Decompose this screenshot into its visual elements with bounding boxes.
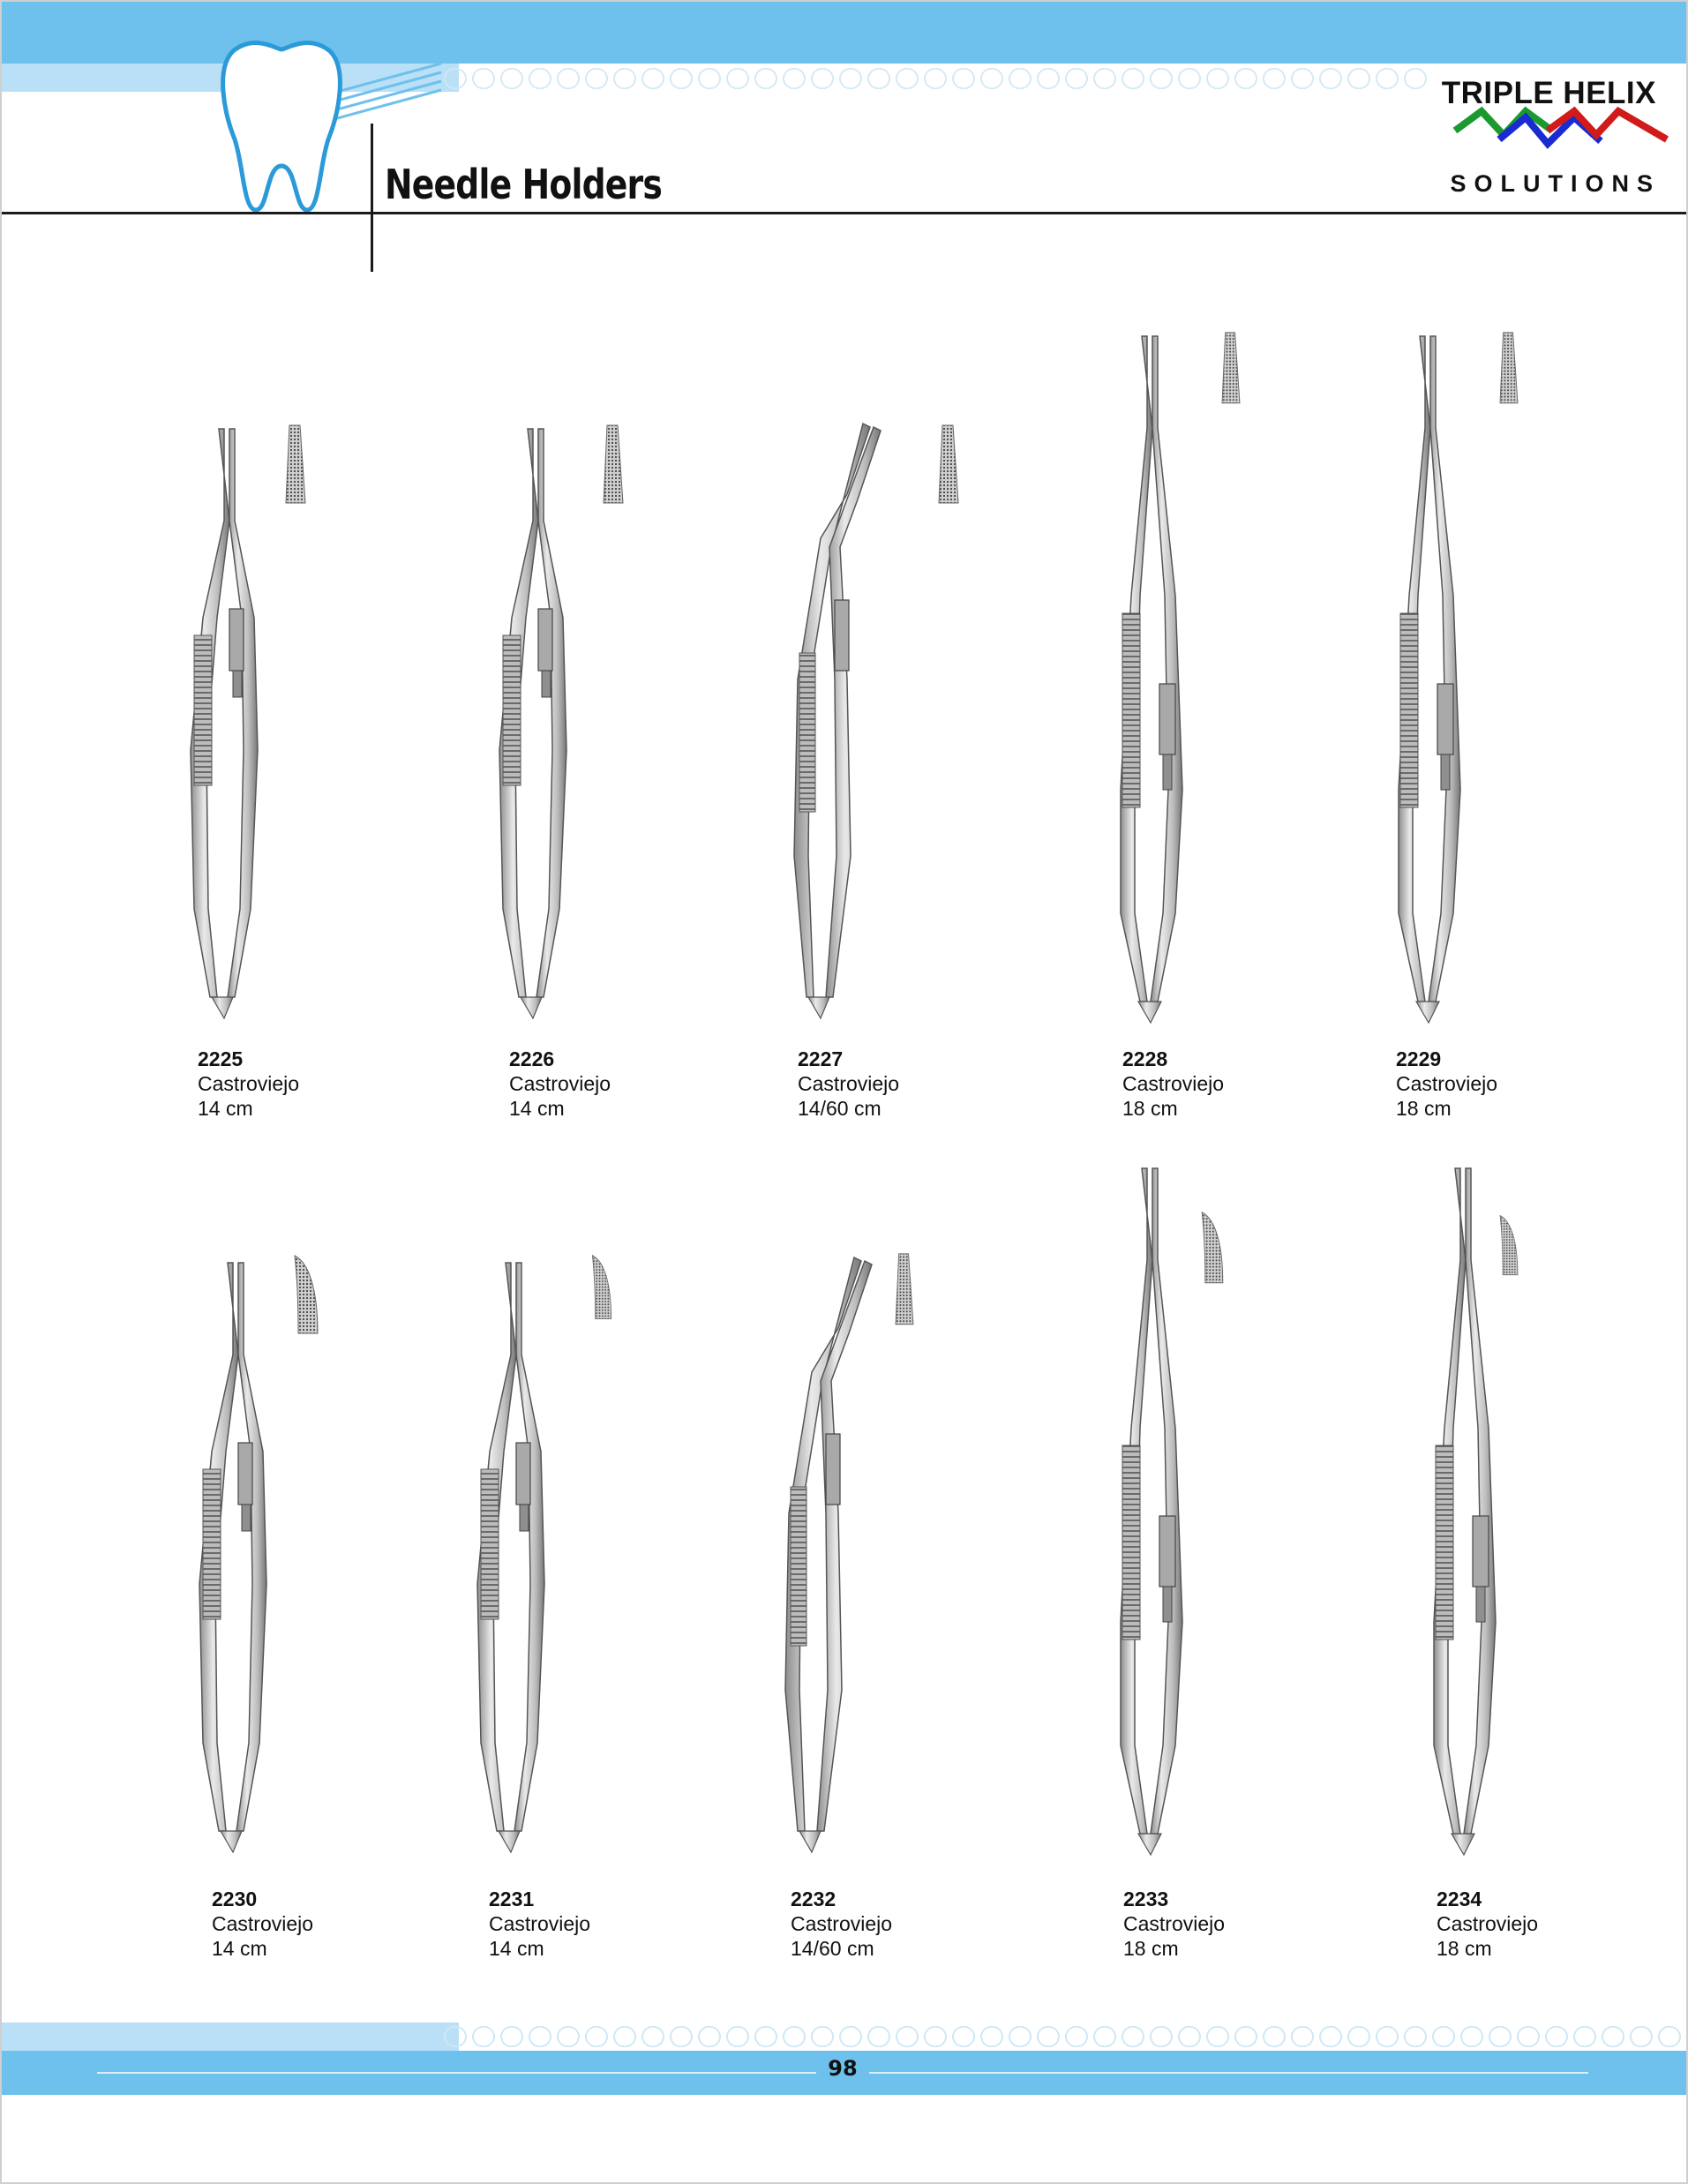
jaw-detail-image <box>935 424 962 521</box>
jaw-detail-image <box>1197 1211 1228 1299</box>
product-size: 18 cm <box>1396 1097 1452 1120</box>
product-name: Castroviejo <box>489 1912 591 1935</box>
header-vertical-rule <box>371 124 373 272</box>
jaw-detail-image <box>1218 331 1244 419</box>
logo-wave-icon <box>1451 104 1671 166</box>
jaw-detail-image <box>291 1254 321 1351</box>
needle-holder-image <box>750 1249 900 1858</box>
product-name: Castroviejo <box>1396 1072 1498 1095</box>
product-code: 2234 <box>1437 1888 1482 1910</box>
product-code: 2228 <box>1122 1047 1168 1070</box>
product-size: 14 cm <box>509 1097 565 1120</box>
product-caption-2230 <box>212 1887 313 1961</box>
product-caption-2226 <box>509 1047 611 1121</box>
product-caption-2228 <box>1122 1047 1224 1121</box>
logo-top-text: TRIPLE HELIX <box>1441 76 1656 110</box>
product-size: 14/60 cm <box>791 1937 874 1960</box>
product-caption-2227 <box>798 1047 899 1121</box>
product-caption-2232 <box>791 1887 892 1961</box>
product-caption-2225 <box>198 1047 299 1121</box>
jaw-detail-image <box>282 424 309 521</box>
product-code: 2226 <box>509 1047 555 1070</box>
product-caption-2234 <box>1437 1887 1538 1961</box>
logo-bottom-text: SOLUTIONS <box>1450 170 1661 197</box>
product-size: 14 cm <box>212 1937 267 1960</box>
product-code: 2225 <box>198 1047 244 1070</box>
product-size: 18 cm <box>1122 1097 1178 1120</box>
product-code: 2232 <box>791 1888 836 1910</box>
company-logo <box>1438 71 1677 203</box>
needle-holder-image <box>1077 331 1227 1028</box>
product-name: Castroviejo <box>212 1912 314 1935</box>
page-number: 98 <box>828 2056 858 2081</box>
product-caption-2229 <box>1396 1047 1497 1121</box>
jaw-detail-image <box>600 424 626 521</box>
product-size: 14/60 cm <box>798 1097 882 1120</box>
product-name: Castroviejo <box>198 1072 300 1095</box>
footer-band-light <box>0 2023 459 2051</box>
product-code: 2227 <box>798 1047 844 1070</box>
tooth-icon <box>215 34 348 215</box>
footer-ring-pattern <box>441 2023 1688 2050</box>
product-name: Castroviejo <box>791 1912 893 1935</box>
product-caption-2231 <box>489 1887 590 1961</box>
product-name: Castroviejo <box>1123 1912 1226 1935</box>
needle-holder-image <box>1354 331 1504 1028</box>
header-rule <box>0 212 1688 214</box>
product-size: 14 cm <box>198 1097 253 1120</box>
product-name: Castroviejo <box>509 1072 611 1095</box>
product-code: 2229 <box>1396 1047 1442 1070</box>
jaw-detail-image <box>587 1254 617 1333</box>
product-name: Castroviejo <box>798 1072 900 1095</box>
needle-holder-image <box>446 1249 596 1858</box>
product-code: 2230 <box>212 1888 258 1910</box>
needle-holder-image <box>468 415 618 1024</box>
product-caption-2233 <box>1123 1887 1225 1961</box>
product-name: Castroviejo <box>1437 1912 1539 1935</box>
product-name: Castroviejo <box>1122 1072 1225 1095</box>
page-title: Needle Holders <box>385 161 662 208</box>
jaw-detail-image <box>1497 1207 1520 1295</box>
product-code: 2231 <box>489 1888 535 1910</box>
product-size: 18 cm <box>1123 1937 1179 1960</box>
header-ring-pattern <box>441 65 1429 92</box>
product-size: 14 cm <box>489 1937 544 1960</box>
product-code: 2233 <box>1123 1888 1169 1910</box>
jaw-detail-image <box>1496 331 1522 419</box>
jaw-detail-image <box>891 1252 918 1340</box>
product-size: 18 cm <box>1437 1937 1492 1960</box>
needle-holder-image <box>759 415 909 1024</box>
